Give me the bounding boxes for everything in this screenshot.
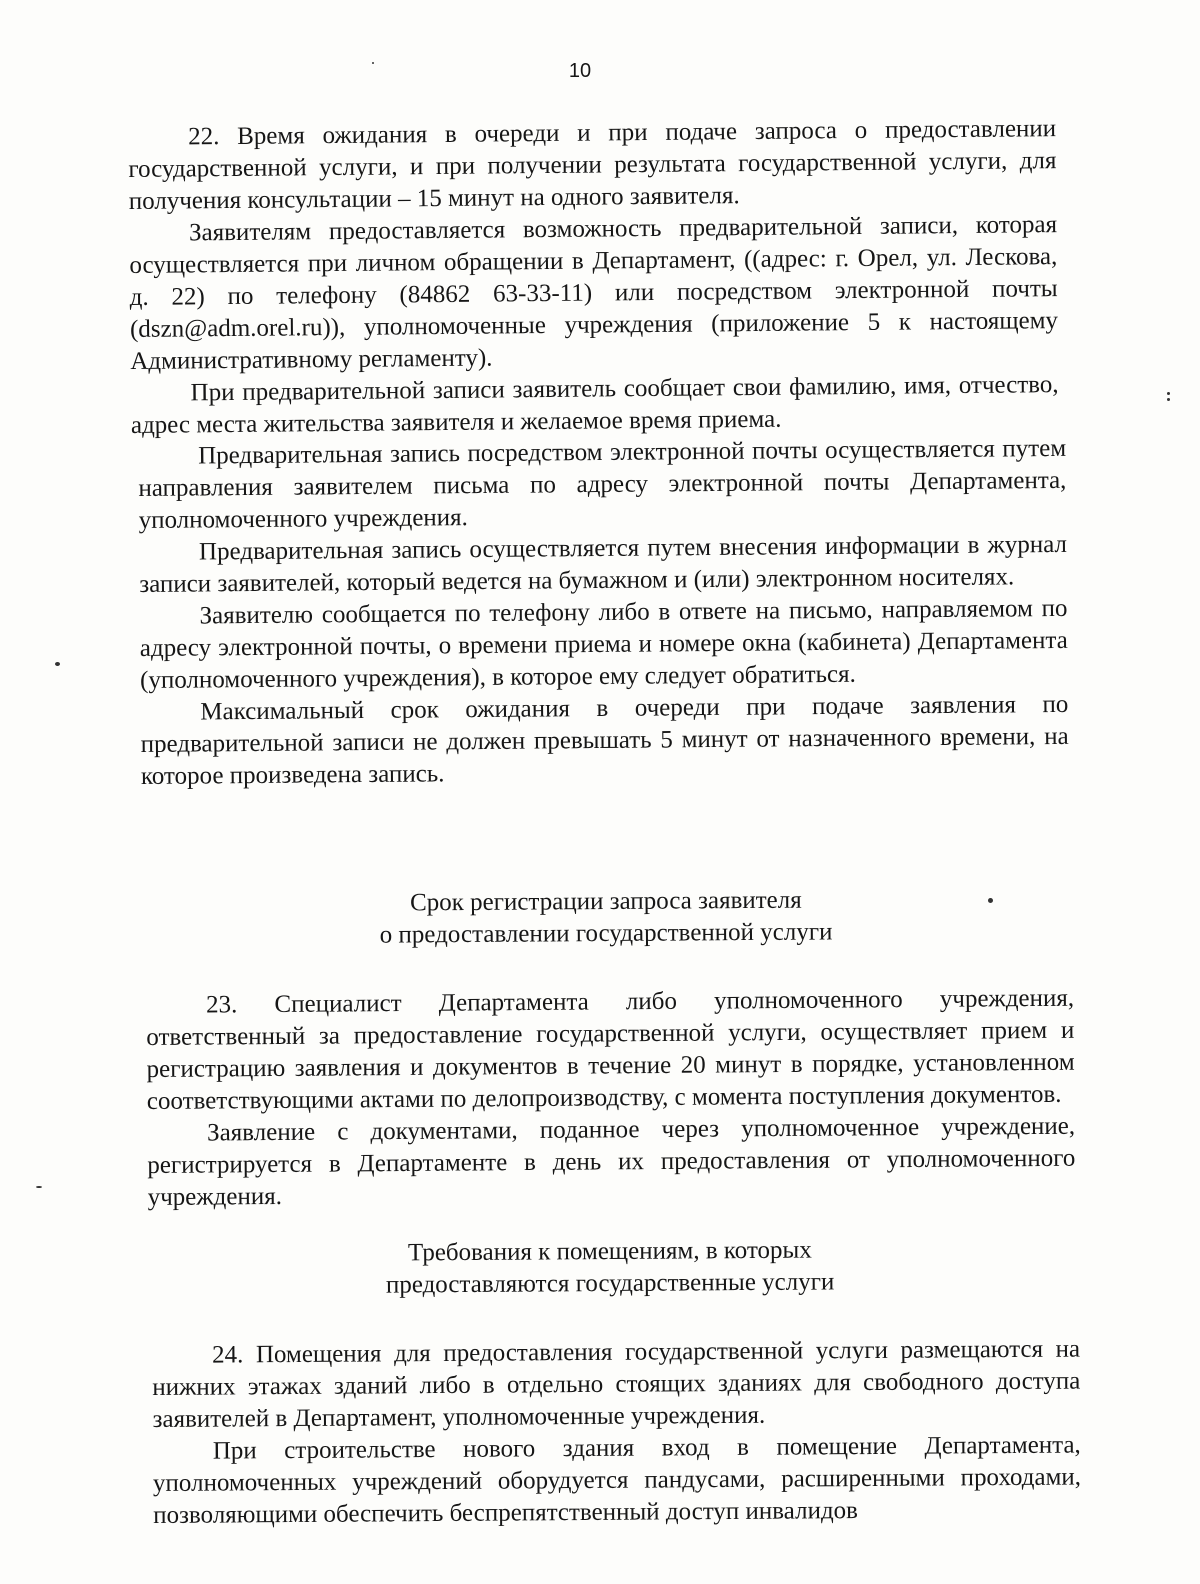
paragraph-email-registration: Предварительная запись посредством электронной почты осуществляется путем направления заявителем письма по адресу электронной почты Департамента, уполномоченного учреждения.	[138, 434, 1067, 534]
paragraph-23-registration: 23. Специалист Департамента либо уполномоченного учреждения, ответственный за предоставление государственной услуги, осуществляет прием и регистрацию заявления и документов в течение 20 минут в порядке, установленном соответствующими актами по делопроизводству, с момента поступления документов.	[146, 984, 1075, 1115]
paragraph-applicant-notification: Заявителю сообщается по телефону либо в ответе на письмо, направляемом по адресу электронной почты, о времени приема и номере окна (кабинета) Департамента (уполномоченного учреждения), в которое ему следует обратиться.	[139, 594, 1068, 694]
paragraph-24-premises: 24. Помещения для предоставления государственной услуги размещаются на нижних этажах зданий либо в отдельно стоящих зданиях для свободного доступа заявителей в Департамент, уполномоченные учреждения.	[152, 1335, 1081, 1433]
scan-speck	[372, 62, 374, 64]
scan-speck	[1167, 392, 1170, 395]
scan-speck	[55, 662, 60, 666]
heading-line: Требования к помещениям, в которых	[407, 1236, 812, 1267]
section-24	[152, 1334, 1081, 1532]
paragraph-preregistration: Заявителям предоставляется возможность предварительной записи, которая осуществляется при личном обращении в Департамент, ((адрес: г. Орел, ул. Лескова, д. 22) по телефону (84862 63-33-11) или посредством электронной почты (dszn@adm.orel.ru)), уполномоченные учреждения (приложение 5 к настоящему Административному регламенту).	[129, 211, 1059, 375]
scan-speck	[36, 1186, 42, 1188]
paragraph-registration-journal: Предварительная запись осуществляется путем внесения информации в журнал записи заявителей, который ведется на бумажном и (или) электронном носителях.	[139, 530, 1068, 598]
section-heading-premises	[10, 1232, 1200, 1304]
section-23	[146, 983, 1076, 1214]
heading-line: предоставляются государственные услуги	[385, 1268, 835, 1299]
scan-speck	[988, 898, 993, 903]
paragraph-max-waiting: Максимальный срок ожидания в очереди при подаче заявления по предварительной записи не должен превышать 5 минут от назначенного времени, на которое произведена запись.	[140, 690, 1069, 790]
section-heading-registration	[6, 882, 1200, 954]
section-22-continued	[138, 433, 1069, 793]
scan-speck	[1167, 398, 1170, 401]
heading-line: о предоставлении государственной услуги	[379, 918, 833, 949]
paragraph-new-building: При строительстве нового здания вход в помещение Департамента, уполномоченных учреждений оборудуется пандусами, расширенными проходами, позволяющими обеспечить беспрепятственный доступ инвалидов	[152, 1431, 1082, 1529]
paragraph-authorized-institution: Заявление с документами, поданное через уполномоченное учреждение, регистрируется в Департаменте в день их предоставления от уполномоченного учреждения.	[147, 1112, 1076, 1211]
section-22	[128, 113, 1059, 442]
heading-line: Срок регистрации запроса заявителя	[409, 886, 802, 917]
paragraph-preregistration-info: При предварительной записи заявитель сообщает свои фамилию, имя, отчество, адрес места жительства заявителя и желаемое время приема.	[130, 371, 1059, 439]
paragraph-22-waiting-time: 22. Время ожидания в очереди и при подаче запроса о предоставлении государственной услуги, и при получении результата государственной услуги, для получения консультации – 15 минут на одного заявителя.	[128, 115, 1057, 215]
page-number: 10	[568, 60, 592, 82]
